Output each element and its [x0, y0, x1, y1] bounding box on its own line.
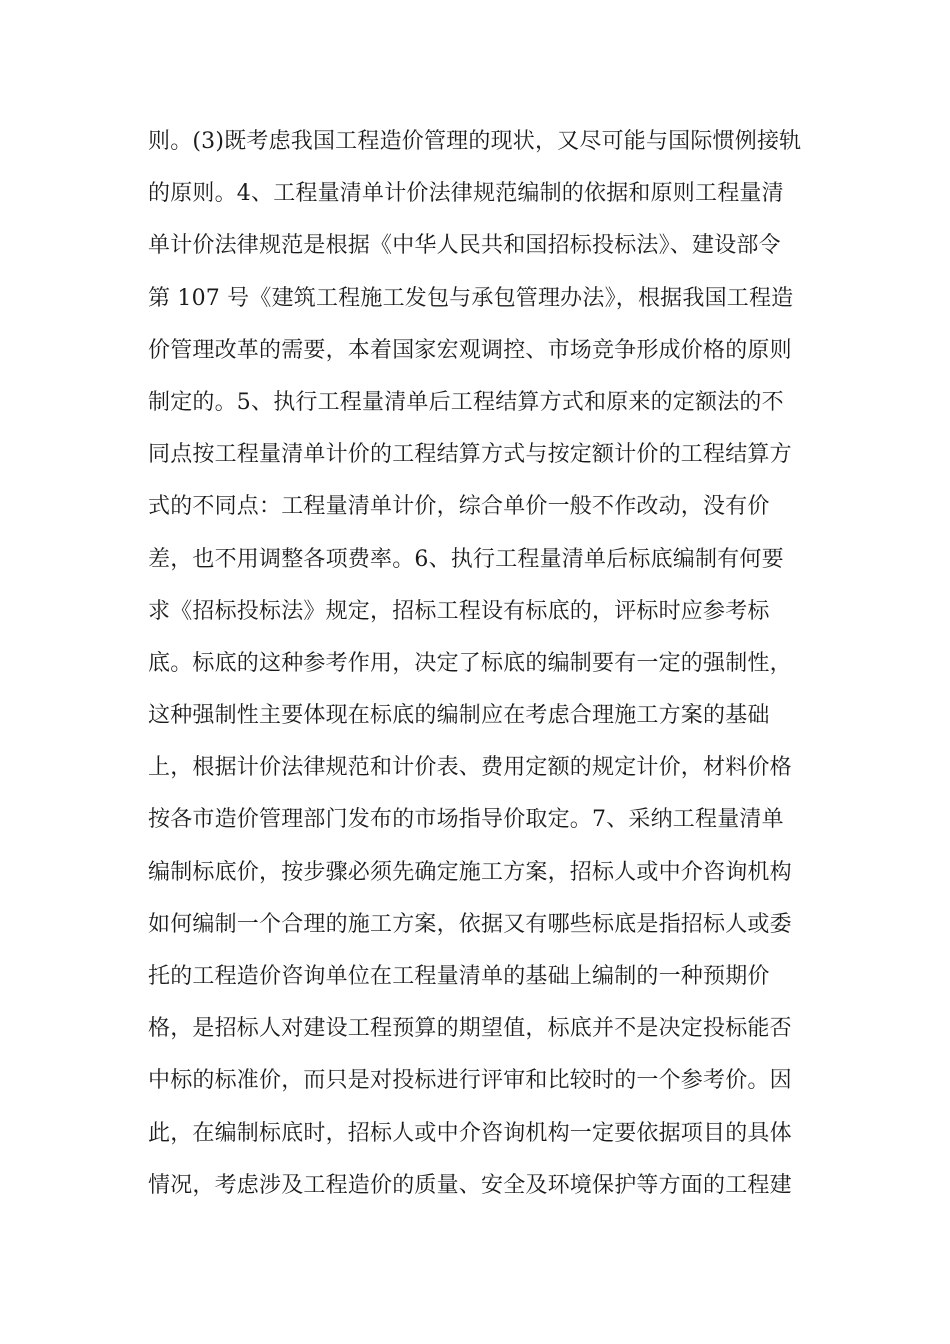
text-line: 格，是招标人对建设工程预算的期望值，标底并不是决定投标能否 — [148, 1016, 792, 1042]
text-line: 的原则。4、工程量清单计价法律规范编制的依据和原则工程量清 — [148, 181, 784, 207]
text-line: 编制标底价，按步骤必须先确定施工方案，招标人或中介咨询机构 — [148, 859, 792, 885]
text-line: 这种强制性主要体现在标底的编制应在考虑合理施工方案的基础 — [148, 703, 770, 729]
text-line: 如何编制一个合理的施工方案，依据又有哪些标底是指招标人或委 — [148, 911, 792, 937]
text-line: 价管理改革的需要，本着国家宏观调控、市场竞争形成价格的原则 — [148, 337, 792, 363]
text-line: 差，也不用调整各项费率。6、执行工程量清单后标底编制有何要 — [148, 546, 784, 572]
text-line: 求《招标投标法》规定，招标工程设有标底的，评标时应参考标 — [148, 598, 770, 624]
text-line: 底。标底的这种参考作用，决定了标底的编制要有一定的强制性， — [148, 650, 792, 676]
text-line: 制定的。5、执行工程量清单后工程结算方式和原来的定额法的不 — [148, 389, 784, 415]
text-line: 此，在编制标底时，招标人或中介咨询机构一定要依据项目的具体 — [148, 1120, 792, 1146]
text-line: 中标的标准价，而只是对投标进行评审和比较时的一个参考价。因 — [148, 1068, 792, 1094]
text-line: 同点按工程量清单计价的工程结算方式与按定额计价的工程结算方 — [148, 442, 792, 468]
text-line: 情况，考虑涉及工程造价的质量、安全及环境保护等方面的工程建 — [148, 1172, 792, 1198]
text-line: 上，根据计价法律规范和计价表、费用定额的规定计价，材料价格 — [148, 755, 792, 781]
text-line: 单计价法律规范是根据《中华人民共和国招标投标法》、建设部令 — [148, 233, 781, 259]
text-line: 托的工程造价咨询单位在工程量清单的基础上编制的一种预期价 — [148, 964, 770, 989]
text-line: 则。(3)既考虑我国工程造价管理的现状，又尽可能与国际惯例接轨 — [148, 129, 802, 154]
text-line: 按各市造价管理部门发布的市场指导价取定。7、采纳工程量清单 — [148, 807, 784, 833]
body-text — [148, 116, 808, 1212]
text-line: 式的不同点：工程量清单计价，综合单价一般不作改动，没有价 — [148, 494, 770, 520]
text-line: 第 107 号《建筑工程施工发包与承包管理办法》，根据我国工程造 — [148, 285, 794, 311]
